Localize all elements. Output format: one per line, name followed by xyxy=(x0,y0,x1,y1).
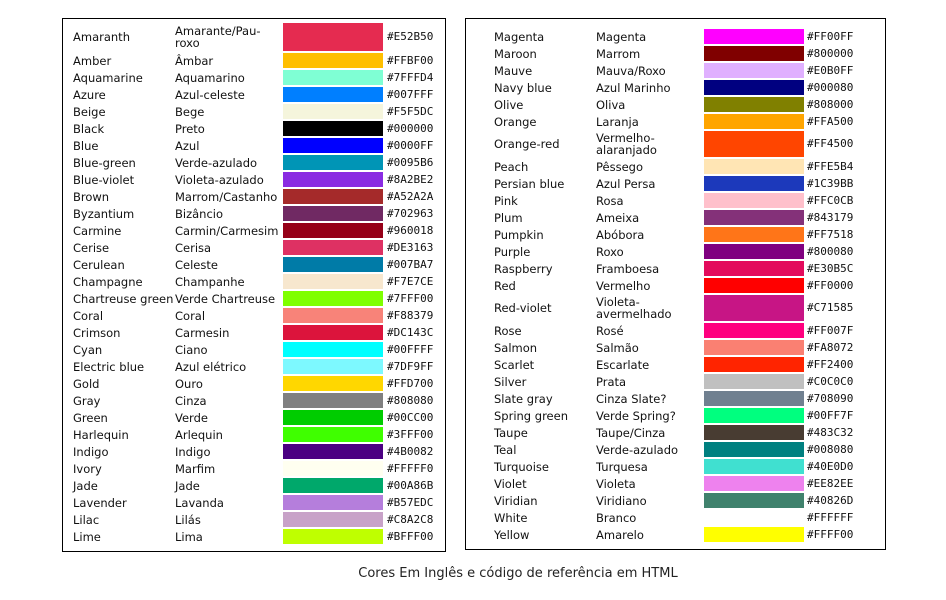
color-name-portuguese: Marrom/Castanho xyxy=(175,189,278,204)
hex-code: #0000FF xyxy=(387,138,434,152)
color-swatch xyxy=(704,210,804,225)
color-name-english: Maroon xyxy=(494,46,537,61)
color-row xyxy=(63,86,445,103)
color-name-english: Crimson xyxy=(73,325,121,340)
hex-code: #B57EDC xyxy=(387,495,434,509)
color-name-portuguese: Prata xyxy=(596,374,627,389)
color-swatch xyxy=(283,23,383,51)
hex-code: #BFFF00 xyxy=(387,529,434,543)
color-name-portuguese: Rosa xyxy=(596,193,624,208)
hex-code: #A52A2A xyxy=(387,189,434,203)
color-name-english: Coral xyxy=(73,308,104,323)
color-row xyxy=(466,492,885,509)
color-swatch xyxy=(283,342,383,357)
color-name-portuguese: Cerisa xyxy=(175,240,212,255)
hex-code: #7FFF00 xyxy=(387,291,434,305)
color-name-portuguese: Jade xyxy=(175,478,200,493)
color-name-portuguese: Azul Persa xyxy=(596,176,656,191)
color-row xyxy=(63,307,445,324)
color-name-portuguese: Marrom xyxy=(596,46,641,61)
color-name-english: Blue-green xyxy=(73,155,136,170)
color-swatch xyxy=(704,357,804,372)
color-name-portuguese: Cinza xyxy=(175,393,207,408)
color-name-english: Plum xyxy=(494,210,523,225)
color-name-english: Raspberry xyxy=(494,261,553,276)
color-name-english: Lavender xyxy=(73,495,127,510)
color-name-portuguese: Turquesa xyxy=(596,459,648,474)
color-name-portuguese: Indigo xyxy=(175,444,211,459)
color-row xyxy=(466,407,885,424)
color-row xyxy=(466,339,885,356)
hex-code: #FF2400 xyxy=(807,357,854,371)
color-row xyxy=(63,443,445,460)
color-swatch xyxy=(704,391,804,406)
color-name-english: Pumpkin xyxy=(494,227,544,242)
color-name-portuguese: Verde Spring? xyxy=(596,408,676,423)
color-swatch xyxy=(283,121,383,136)
color-name-portuguese: Rosé xyxy=(596,323,624,338)
color-name-english: Electric blue xyxy=(73,359,145,374)
color-row xyxy=(466,526,885,543)
color-row xyxy=(466,243,885,260)
color-row xyxy=(466,175,885,192)
hex-code: #FF0000 xyxy=(807,278,854,292)
hex-code: #008080 xyxy=(807,442,854,456)
color-swatch xyxy=(704,176,804,191)
color-row xyxy=(466,79,885,96)
color-swatch xyxy=(283,325,383,340)
hex-code: #FF007F xyxy=(807,323,854,337)
color-swatch xyxy=(704,193,804,208)
hex-code: #F5F5DC xyxy=(387,104,434,118)
color-name-portuguese: Branco xyxy=(596,510,637,525)
color-row xyxy=(466,130,885,158)
color-swatch xyxy=(704,374,804,389)
color-name-portuguese: Celeste xyxy=(175,257,218,272)
color-name-portuguese: Verde Chartreuse xyxy=(175,291,276,306)
color-swatch xyxy=(283,70,383,85)
color-name-english: Orange-red xyxy=(494,137,560,151)
color-name-english: Salmon xyxy=(494,340,538,355)
color-row xyxy=(466,96,885,113)
color-swatch xyxy=(283,104,383,119)
color-name-english: Spring green xyxy=(494,408,568,423)
color-name-portuguese: Verde-azulado xyxy=(596,442,679,457)
color-name-english: Amaranth xyxy=(73,30,130,44)
color-name-english: Violet xyxy=(494,476,527,491)
color-swatch xyxy=(704,97,804,112)
color-name-english: Ivory xyxy=(73,461,102,476)
color-row xyxy=(63,22,445,52)
hex-code: #F88379 xyxy=(387,308,434,322)
color-row xyxy=(63,290,445,307)
color-name-english: Blue xyxy=(73,138,99,153)
hex-code: #FFFF00 xyxy=(807,527,854,541)
hex-code: #00A86B xyxy=(387,478,434,492)
color-row xyxy=(63,358,445,375)
color-row xyxy=(63,256,445,273)
color-name-english: Olive xyxy=(494,97,524,112)
color-row xyxy=(63,120,445,137)
color-row xyxy=(466,356,885,373)
color-name-english: Pink xyxy=(494,193,518,208)
color-row xyxy=(63,494,445,511)
hex-code: #7FFFD4 xyxy=(387,70,434,84)
hex-code: #800000 xyxy=(807,46,854,60)
color-name-english: Lime xyxy=(73,529,101,544)
color-swatch xyxy=(704,510,804,525)
color-row xyxy=(466,294,885,322)
color-row xyxy=(63,409,445,426)
hex-code: #0095B6 xyxy=(387,155,434,169)
hex-code: #800080 xyxy=(807,244,854,258)
color-name-portuguese: Aquamarino xyxy=(175,70,245,85)
color-name-portuguese: Verde xyxy=(175,410,208,425)
color-swatch xyxy=(283,478,383,493)
color-name-english: Magenta xyxy=(494,29,545,44)
color-swatch xyxy=(704,527,804,542)
color-swatch xyxy=(283,138,383,153)
color-row xyxy=(466,226,885,243)
color-name-portuguese: Lilás xyxy=(175,512,201,527)
color-swatch xyxy=(283,87,383,102)
color-name-english: Silver xyxy=(494,374,527,389)
color-row xyxy=(466,424,885,441)
hex-code: #007BA7 xyxy=(387,257,434,271)
hex-code: #C8A2C8 xyxy=(387,512,434,526)
hex-code: #FA8072 xyxy=(807,340,854,354)
color-name-portuguese: Amarelo xyxy=(596,527,644,542)
color-name-portuguese: Magenta xyxy=(596,29,647,44)
color-swatch xyxy=(704,278,804,293)
color-row xyxy=(466,277,885,294)
color-row xyxy=(466,113,885,130)
color-name-english: Cerise xyxy=(73,240,110,255)
color-swatch xyxy=(283,495,383,510)
hex-code: #40E0D0 xyxy=(807,459,854,473)
hex-code: #EE82EE xyxy=(807,476,854,490)
color-row xyxy=(466,509,885,526)
color-name-english: Green xyxy=(73,410,108,425)
color-swatch xyxy=(704,408,804,423)
color-row xyxy=(466,209,885,226)
color-swatch xyxy=(283,359,383,374)
color-row xyxy=(466,458,885,475)
color-name-english: Cerulean xyxy=(73,257,125,272)
color-name-portuguese: Ameixa xyxy=(596,210,640,225)
color-name-english: Scarlet xyxy=(494,357,535,372)
color-name-english: Peach xyxy=(494,159,529,174)
hex-code: #7DF9FF xyxy=(387,359,434,373)
color-swatch xyxy=(704,340,804,355)
color-name-english: Black xyxy=(73,121,105,136)
color-row xyxy=(63,239,445,256)
color-table-left xyxy=(62,18,446,552)
color-row xyxy=(63,392,445,409)
figure-caption: Cores Em Inglês e código de referência em HTML xyxy=(358,566,678,581)
color-name-english: Azure xyxy=(73,87,106,102)
color-swatch xyxy=(283,206,383,221)
color-name-english: Cyan xyxy=(73,342,103,357)
color-row xyxy=(63,511,445,528)
color-name-english: Jade xyxy=(73,478,98,493)
hex-code: #1C39BB xyxy=(807,176,854,190)
color-name-portuguese: Ouro xyxy=(175,376,203,391)
color-name-portuguese: Azul-celeste xyxy=(175,87,245,102)
color-swatch xyxy=(704,425,804,440)
color-name-english: White xyxy=(494,510,528,525)
color-name-english: Rose xyxy=(494,323,522,338)
color-name-english: Gold xyxy=(73,376,100,391)
hex-code: #00FF7F xyxy=(807,408,854,422)
color-name-english: Slate gray xyxy=(494,391,553,406)
color-row xyxy=(466,158,885,175)
color-name-english: Teal xyxy=(494,442,517,457)
hex-code: #8A2BE2 xyxy=(387,172,434,186)
color-row xyxy=(63,205,445,222)
hex-code: #FF7518 xyxy=(807,227,854,241)
color-name-english: Mauve xyxy=(494,63,533,78)
color-swatch xyxy=(283,410,383,425)
color-name-english: Persian blue xyxy=(494,176,565,191)
hex-code: #808080 xyxy=(387,393,434,407)
hex-code: #000000 xyxy=(387,121,434,135)
color-name-portuguese: Azul Marinho xyxy=(596,80,671,95)
color-name-portuguese: Âmbar xyxy=(175,53,214,68)
color-name-portuguese: Mauva/Roxo xyxy=(596,63,666,78)
color-name-english: Amber xyxy=(73,53,112,68)
color-row xyxy=(63,52,445,69)
color-name-english: Navy blue xyxy=(494,80,552,95)
hex-code: #3FFF00 xyxy=(387,427,434,441)
color-name-portuguese: Coral xyxy=(175,308,206,323)
color-row xyxy=(63,188,445,205)
color-name-english: Byzantium xyxy=(73,206,135,221)
color-name-portuguese: Viridiano xyxy=(596,493,647,508)
color-name-portuguese: Violeta-azulado xyxy=(175,172,264,187)
color-row xyxy=(466,390,885,407)
hex-code: #702963 xyxy=(387,206,434,220)
color-name-english: Brown xyxy=(73,189,110,204)
color-name-portuguese: Escarlate xyxy=(596,357,650,372)
hex-code: #DC143C xyxy=(387,325,434,339)
color-swatch xyxy=(283,172,383,187)
hex-code: #FF00FF xyxy=(807,29,854,43)
color-name-portuguese: Amarante/Pau- roxo xyxy=(175,24,261,50)
hex-code: #E0B0FF xyxy=(807,63,854,77)
hex-code: #C71585 xyxy=(807,301,854,314)
hex-code: #483C32 xyxy=(807,425,854,439)
color-swatch xyxy=(704,442,804,457)
color-swatch xyxy=(283,427,383,442)
color-swatch xyxy=(283,257,383,272)
color-swatch xyxy=(283,223,383,238)
color-row xyxy=(63,460,445,477)
color-swatch xyxy=(283,189,383,204)
color-row xyxy=(63,528,445,545)
hex-code: #FF4500 xyxy=(807,137,854,150)
color-name-english: Yellow xyxy=(494,527,530,542)
color-name-english: Red-violet xyxy=(494,301,552,315)
color-name-portuguese: Carmin/Carmesim xyxy=(175,223,279,238)
hex-code: #FFD700 xyxy=(387,376,434,390)
color-swatch xyxy=(283,308,383,323)
color-name-english: Carmine xyxy=(73,223,122,238)
color-row xyxy=(63,137,445,154)
color-swatch xyxy=(283,240,383,255)
color-name-portuguese: Preto xyxy=(175,121,205,136)
color-row xyxy=(466,475,885,492)
color-name-english: Gray xyxy=(73,393,101,408)
hex-code: #40826D xyxy=(807,493,854,507)
color-row xyxy=(63,103,445,120)
hex-code: #E52B50 xyxy=(387,30,434,43)
color-swatch xyxy=(704,159,804,174)
color-name-english: Chartreuse green xyxy=(73,291,174,306)
color-swatch xyxy=(704,114,804,129)
color-swatch xyxy=(704,244,804,259)
color-name-english: Taupe xyxy=(494,425,528,440)
color-swatch xyxy=(704,295,804,321)
color-swatch xyxy=(704,63,804,78)
color-name-portuguese: Vermelho xyxy=(596,278,651,293)
color-name-portuguese: Vermelho- alaranjado xyxy=(596,131,657,157)
color-name-portuguese: Taupe/Cinza xyxy=(596,425,666,440)
color-row xyxy=(466,45,885,62)
color-name-portuguese: Violeta xyxy=(596,476,636,491)
hex-code: #FFFFFF xyxy=(807,510,854,524)
color-name-english: Champagne xyxy=(73,274,143,289)
color-name-portuguese: Oliva xyxy=(596,97,626,112)
color-name-english: Viridian xyxy=(494,493,538,508)
color-name-portuguese: Abóbora xyxy=(596,227,645,242)
color-row xyxy=(63,273,445,290)
hex-code: #FFFFF0 xyxy=(387,461,434,475)
color-name-portuguese: Marfim xyxy=(175,461,216,476)
hex-code: #DE3163 xyxy=(387,240,434,254)
color-row xyxy=(63,375,445,392)
color-name-english: Orange xyxy=(494,114,537,129)
hex-code: #960018 xyxy=(387,223,434,237)
color-swatch xyxy=(704,227,804,242)
color-name-portuguese: Framboesa xyxy=(596,261,660,276)
color-row xyxy=(63,171,445,188)
hex-code: #808000 xyxy=(807,97,854,111)
color-row xyxy=(63,426,445,443)
color-name-english: Aquamarine xyxy=(73,70,143,85)
hex-code: #F7E7CE xyxy=(387,274,434,288)
color-name-portuguese: Azul elétrico xyxy=(175,359,247,374)
color-name-english: Beige xyxy=(73,104,106,119)
color-name-portuguese: Salmão xyxy=(596,340,639,355)
color-row xyxy=(63,477,445,494)
color-name-portuguese: Lavanda xyxy=(175,495,224,510)
color-name-english: Turquoise xyxy=(494,459,549,474)
hex-code: #000080 xyxy=(807,80,854,94)
color-name-portuguese: Violeta- avermelhado xyxy=(596,295,672,321)
hex-code: #C0C0C0 xyxy=(807,374,854,388)
color-name-portuguese: Ciano xyxy=(175,342,208,357)
color-name-english: Red xyxy=(494,278,516,293)
color-row xyxy=(63,222,445,239)
color-swatch xyxy=(283,291,383,306)
color-name-english: Indigo xyxy=(73,444,109,459)
color-name-english: Blue-violet xyxy=(73,172,135,187)
color-swatch xyxy=(704,459,804,474)
color-name-portuguese: Champanhe xyxy=(175,274,245,289)
color-swatch xyxy=(704,323,804,338)
color-name-portuguese: Bege xyxy=(175,104,205,119)
color-swatch xyxy=(704,476,804,491)
hex-code: #FFC0CB xyxy=(807,193,854,207)
hex-code: #FFBF00 xyxy=(387,53,434,67)
color-swatch xyxy=(283,376,383,391)
hex-code: #00FFFF xyxy=(387,342,434,356)
color-swatch xyxy=(704,131,804,157)
color-name-portuguese: Roxo xyxy=(596,244,624,259)
hex-code: #4B0082 xyxy=(387,444,434,458)
color-name-english: Lilac xyxy=(73,512,100,527)
color-swatch xyxy=(704,493,804,508)
hex-code: #007FFF xyxy=(387,87,434,101)
color-name-english: Purple xyxy=(494,244,531,259)
color-name-portuguese: Lima xyxy=(175,529,203,544)
color-swatch xyxy=(283,529,383,544)
color-swatch xyxy=(283,53,383,68)
color-row xyxy=(466,192,885,209)
color-swatch xyxy=(283,274,383,289)
color-row xyxy=(63,341,445,358)
hex-code: #708090 xyxy=(807,391,854,405)
color-swatch xyxy=(283,461,383,476)
color-name-portuguese: Bizâncio xyxy=(175,206,224,221)
color-swatch xyxy=(704,80,804,95)
color-swatch xyxy=(704,29,804,44)
color-row xyxy=(466,322,885,339)
color-name-portuguese: Carmesin xyxy=(175,325,230,340)
color-row xyxy=(466,441,885,458)
hex-code: #FFA500 xyxy=(807,114,854,128)
color-swatch xyxy=(283,444,383,459)
color-swatch xyxy=(283,155,383,170)
color-name-portuguese: Azul xyxy=(175,138,200,153)
color-name-english: Harlequin xyxy=(73,427,129,442)
hex-code: #00CC00 xyxy=(387,410,434,424)
color-name-portuguese: Pêssego xyxy=(596,159,643,174)
color-name-portuguese: Cinza Slate? xyxy=(596,391,667,406)
color-name-portuguese: Laranja xyxy=(596,114,639,129)
color-row xyxy=(466,373,885,390)
color-swatch xyxy=(704,261,804,276)
color-table-right xyxy=(465,18,886,550)
color-row xyxy=(63,69,445,86)
color-swatch xyxy=(283,393,383,408)
color-swatch xyxy=(704,46,804,61)
color-row xyxy=(63,154,445,171)
color-row xyxy=(466,28,885,45)
color-row xyxy=(466,260,885,277)
hex-code: #E30B5C xyxy=(807,261,854,275)
color-row xyxy=(63,324,445,341)
color-swatch xyxy=(283,512,383,527)
hex-code: #843179 xyxy=(807,210,854,224)
color-name-portuguese: Arlequin xyxy=(175,427,223,442)
color-name-portuguese: Verde-azulado xyxy=(175,155,258,170)
hex-code: #FFE5B4 xyxy=(807,159,854,173)
color-row xyxy=(466,62,885,79)
